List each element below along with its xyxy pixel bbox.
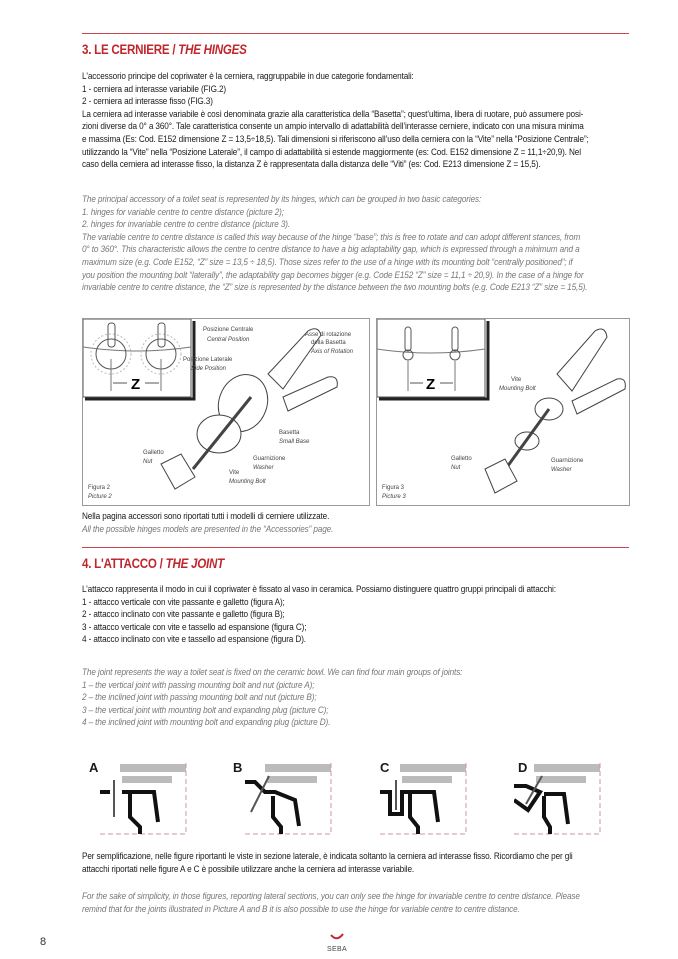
z-dimension-label: Z bbox=[426, 376, 436, 393]
text-line: 3 – the vertical joint with mounting bolt and expanding plug (picture C); bbox=[82, 704, 329, 716]
text-line: 1 – the vertical joint with passing mounting bolt and nut (picture A); bbox=[82, 679, 315, 691]
figure-caption-it: Figura 3 bbox=[382, 485, 405, 491]
label-side-position-it: Posizione Laterale bbox=[183, 357, 233, 363]
text-line: zioni diverse da 0° a 360°. Tale caratteristica consente un ampio intervallo di adattabilità dell’interasse cerniere, indicato con una misura minima bbox=[82, 121, 584, 133]
label-nut-it: Galletto bbox=[143, 450, 164, 456]
text-line: 2. hinges for invariable centre to centre distance (picture 3). bbox=[82, 219, 291, 231]
figure-3-fixed-hinge bbox=[376, 318, 630, 506]
text-line: Per semplificazione, nelle figure riportanti le viste in sezione laterale, è indicata soltanto la cerniera ad interasse fisso. Ricordiamo che per gli bbox=[82, 851, 573, 862]
text-line: 4 - attacco inclinato con vite e tassello ad espansione (figura D). bbox=[82, 634, 306, 646]
label-side-position-en: Side Position bbox=[191, 366, 227, 372]
text-line: 2 - cerniera ad interasse fisso (FIG.3) bbox=[82, 96, 213, 108]
label-nut-en: Nut bbox=[143, 459, 153, 465]
label-bolt-it: Vite bbox=[229, 470, 240, 476]
note-it: Nella pagina accessori sono riportati tutti i modelli di cerniere utilizzate. bbox=[82, 511, 330, 522]
page-number: 8 bbox=[40, 936, 47, 948]
section-3-italian-text bbox=[82, 71, 629, 172]
simplification-note-en bbox=[82, 891, 629, 916]
label-axis-en: Axis of Rotation bbox=[311, 349, 354, 355]
label-washer-it: Guarnizione bbox=[253, 456, 286, 462]
label-bolt-en: Mounting Bolt bbox=[229, 479, 266, 485]
text-line: The principal accessory of a toilet seat is represented by its hinges, which can be grouped in two basic categories: bbox=[82, 194, 482, 205]
text-line: 0° to 360°. This characteristic allows the centre to centre distance to have a big adaptability gap, which is expressed through a minimum and a bbox=[82, 244, 580, 256]
section-4-heading bbox=[82, 556, 224, 571]
text-line: 1. hinges for variable centre to centre distance (picture 2); bbox=[82, 206, 284, 218]
text-line: 1 - attacco verticale con vite passante e galletto (figura A); bbox=[82, 596, 285, 608]
text-line: L'accessorio principe del copriwater è la cerniera, raggruppabile in due categorie fondamentali: bbox=[82, 71, 414, 82]
text-line: 4 – the inclined joint with mounting bolt and expanding plug (picture D). bbox=[82, 717, 331, 729]
section-divider bbox=[82, 33, 629, 34]
heading-it: 4. L'ATTACCO / bbox=[82, 556, 166, 571]
label-nut-en: Nut bbox=[451, 465, 461, 471]
section-4-italian-text bbox=[82, 584, 629, 647]
figure-2-variable-hinge bbox=[82, 318, 370, 506]
text-line: For the sake of simplicity, in those figures, reporting lateral sections, you can only see the hinge for invariable centre to centre distance. Please bbox=[82, 891, 580, 902]
section-3-english-text bbox=[82, 194, 629, 295]
text-line: L’attacco rappresenta il modo in cui il copriwater è fissato al vaso in ceramica. Possiamo distinguere quattro gruppi principali di attacchi: bbox=[82, 584, 556, 595]
label-base-en: Small Base bbox=[279, 439, 310, 445]
z-inset bbox=[83, 319, 194, 399]
text-line: 2 - attacco inclinato con vite passante e galletto (figura B); bbox=[82, 609, 285, 621]
text-line: maximum size (e.g. Code E152, “Z” size = 13,5 ÷ 18,5). Those sizes refer to the use of a hinge with its mounting bolt “centrally positioned”; if bbox=[82, 256, 573, 268]
label-base-it: Basetta bbox=[279, 430, 300, 436]
label-axis-it: Asse di rotazione bbox=[305, 332, 352, 338]
label-washer-en: Washer bbox=[551, 467, 572, 473]
text-line: caso della cerniera ad interasse fisso, la distanza Z è rappresentata dalla distanza delle “Viti” (es: Cod. E213 dimensione Z = 15,5). bbox=[82, 159, 541, 171]
text-line: utilizzando la “Vite” nella “Posizione Laterale”, il campo di adattabilità si estende maggiormente (es: Cod. E152 dimensione Z = 11,1÷20,9). Nel bbox=[82, 146, 581, 158]
text-line: 3 - attacco verticale con vite e tassello ad espansione (figura C); bbox=[82, 621, 307, 633]
note-en: All the possible hinges models are presented in the “Accessories” page. bbox=[82, 523, 334, 535]
text-line: you position the mounting bolt “laterally”, the adaptability gap becomes bigger (e.g. Code E152 “Z” size = 11,1 ÷ 20,9). In the case of a hinge for bbox=[82, 269, 584, 281]
section-4-english-text bbox=[82, 667, 629, 730]
heading-en: THE HINGES bbox=[178, 42, 247, 57]
joint-label-d: D bbox=[518, 760, 528, 775]
joint-figure-b bbox=[245, 762, 335, 836]
logo-text: SEBA bbox=[327, 946, 347, 953]
label-bolt-it: Vite bbox=[511, 377, 522, 383]
simplification-note-it bbox=[82, 851, 629, 876]
label-washer-it: Guarnizione bbox=[551, 458, 584, 464]
z-dimension-label: Z bbox=[131, 376, 141, 393]
seba-logo bbox=[322, 928, 352, 953]
label-central-position-it: Posizione Centrale bbox=[203, 327, 254, 333]
heading-en: THE JOINT bbox=[165, 556, 224, 571]
label-central-position-en: Central Position bbox=[207, 337, 250, 343]
text-line: e massima (Es: Cod. E152 dimensione Z = 13,5÷18,5). Tali dimensioni si riferiscono all’uso della cerniera con la “Vite” nella “Posizione Centrale”; bbox=[82, 133, 589, 145]
figure-caption-en: Picture 3 bbox=[382, 494, 406, 500]
text-line: invariable centre to centre distance, the “Z” size is represented by the distance between the two mounting bolts (e.g. Code E213 “Z” size = 15,5). bbox=[82, 282, 588, 294]
label-bolt-en: Mounting Bolt bbox=[499, 386, 536, 392]
text-line: attacchi riportati nelle figure A e C è possibile utilizzare anche la cerniera ad interasse variabile. bbox=[82, 863, 415, 875]
label-axis-it-2: della Basetta bbox=[311, 340, 346, 346]
label-washer-en: Washer bbox=[253, 465, 274, 471]
accessories-note bbox=[82, 511, 629, 536]
section-divider bbox=[82, 547, 629, 548]
text-line: 2 – the inclined joint with passing mounting bolt and nut (picture B); bbox=[82, 692, 317, 704]
joint-label-a: A bbox=[89, 760, 99, 775]
text-line: remind that for the joints illustrated in Picture A and B it is also possible to use the hinge for variable centre to centre distance. bbox=[82, 903, 520, 915]
text-line: The variable centre to centre distance is called this way because of the hinge “base”; this is free to rotate and can adopt different stances, from bbox=[82, 231, 581, 243]
joint-figure-a bbox=[100, 762, 190, 836]
text-line: The joint represents the way a toilet seat is fixed on the ceramic bowl. We can find four main groups of joints: bbox=[82, 667, 463, 678]
figure-caption-it: Figura 2 bbox=[88, 485, 111, 491]
joint-figure-c bbox=[380, 762, 470, 836]
heading-it: 3. LE CERNIERE / bbox=[82, 42, 179, 57]
joint-figure-d bbox=[514, 762, 604, 836]
text-line: La cerniera ad interasse variabile è così denominata grazie alla caratteristica della “Basetta”; quest’ultima, libera di ruotare, può assumere posi- bbox=[82, 108, 584, 120]
logo-swoosh-icon bbox=[330, 933, 344, 941]
figure-caption-en: Picture 2 bbox=[88, 494, 112, 500]
label-nut-it: Galletto bbox=[451, 456, 472, 462]
text-line: 1 - cerniera ad interasse variabile (FIG.2) bbox=[82, 83, 227, 95]
z-inset bbox=[377, 319, 488, 399]
section-3-heading bbox=[82, 42, 247, 57]
joint-label-b: B bbox=[233, 760, 243, 775]
joint-label-c: C bbox=[380, 760, 390, 775]
